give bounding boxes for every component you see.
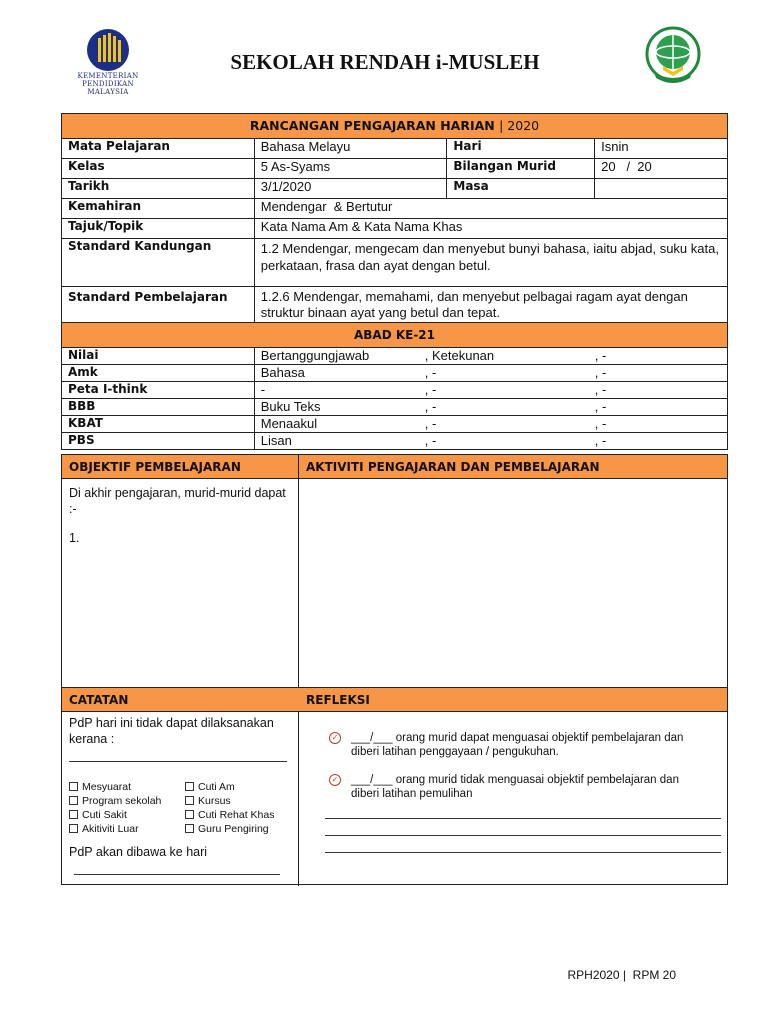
refleksi-item-2 [329,773,689,801]
pbs-value-3: , - [594,433,607,448]
option-cuti-am[interactable] [185,780,274,794]
kbat-values [254,416,727,433]
bbb-label: BBB [62,399,255,416]
bbb-value-1: Buku Teks [260,399,321,414]
plan-heading-title: RANCANGAN PENGAJARAN HARIAN [249,118,495,133]
school-logo [638,22,708,92]
kpm-logo [68,28,148,98]
option-kursus[interactable] [185,794,274,808]
kpm-emblem-icon [84,28,132,72]
option-cuti-am-label: Cuti Am [198,781,235,793]
amk-value-2: , - [424,365,437,380]
catatan-line-2 [74,874,280,875]
kpm-logo-line-1: KEMENTERIAN [77,72,139,80]
nilai-value-1: Bertanggungjawab [260,348,370,363]
refleksi-line-3 [325,852,721,853]
checkbox-icon [69,810,78,819]
aktiviti-content[interactable] [299,479,727,687]
check-circle-icon: ✓ [329,774,341,786]
kbat-label: KBAT [62,416,255,433]
objektif-heading: OBJEKTIF PEMBELAJARAN [62,455,299,479]
refleksi-item-1-text: ___/___ orang murid dapat menguasai objektif pembelajaran dan diberi latihan penggayaan / pengukuhan. [351,732,684,758]
refleksi-line-1 [325,818,721,819]
kelas-value: 5 As-Syams [254,159,447,179]
masa-value [595,179,728,199]
checkbox-icon [185,796,194,805]
peta-ithink-label: Peta I-think [62,382,255,399]
amk-values [254,365,727,382]
mata-pelajaran-label: Mata Pelajaran [62,139,255,159]
amk-label: Amk [62,365,255,382]
option-aktiviti-luar-label: Akitiviti Luar [82,823,139,835]
checkbox-icon [69,824,78,833]
plan-heading-year: | 2020 [499,118,540,133]
bbb-values [254,399,727,416]
kelas-label: Kelas [62,159,255,179]
nilai-label: Nilai [62,348,255,365]
pbs-label: PBS [62,433,255,450]
aktiviti-heading: AKTIVITI PENGAJARAN DAN PEMBELAJARAN [299,455,727,479]
tajuk-label: Tajuk/Topik [62,219,255,239]
checkbox-icon [185,824,194,833]
standard-kandungan-label: Standard Kandungan [62,239,255,287]
option-cuti-sakit[interactable] [69,808,161,822]
option-guru-pengiring-label: Guru Pengiring [198,823,269,835]
refleksi-heading: REFLEKSI [299,688,727,712]
catatan-dibawa: PdP akan dibawa ke hari [69,845,208,859]
option-mesyuarat-label: Mesyuarat [82,781,132,793]
nilai-value-3: , - [594,348,607,363]
kemahiran-label: Kemahiran [62,199,255,219]
kbat-value-1: Menaakul [260,416,318,431]
tarikh-label: Tarikh [62,179,255,199]
catatan-line-1 [69,761,287,762]
catatan-options-left [69,780,161,836]
peta-ithink-value-2: , - [424,382,437,397]
lesson-sections [61,454,728,885]
pbs-value-2: , - [424,433,437,448]
checkbox-icon [69,782,78,791]
bbb-value-2: , - [424,399,437,414]
refleksi-item-1 [329,731,689,759]
kpm-logo-line-3: MALAYSIA [87,88,129,96]
pbs-values [254,433,727,450]
standard-pembelajaran-label: Standard Pembelajaran [62,287,255,323]
masa-label: Masa [447,179,595,199]
option-aktiviti-luar[interactable] [69,822,161,836]
peta-ithink-value-1: - [260,382,266,397]
amk-value-3: , - [594,365,607,380]
standard-kandungan-value: 1.2 Mendengar, mengecam dan menyebut bunyi bahasa, iaitu abjad, suku kata, perkataan, frasa dan ayat dengan betul. [254,239,727,287]
option-mesyuarat[interactable] [69,780,161,794]
page-footer: RPH2020 | RPM 20 [567,968,676,982]
pbs-value-1: Lisan [260,433,292,448]
checkbox-icon [69,796,78,805]
objektif-item-1: 1. [69,531,80,545]
option-guru-pengiring[interactable] [185,822,274,836]
option-cuti-rehat-khas-label: Cuti Rehat Khas [198,809,275,821]
option-cuti-sakit-label: Cuti Sakit [82,809,127,821]
checkbox-icon [185,810,194,819]
standard-pembelajaran-value: 1.2.6 Mendengar, memahami, dan menyebut pelbagai ragam ayat dengan struktur binaan ayat yang betul dan tepat. [254,287,727,323]
nilai-values [254,348,727,365]
catatan-text: PdP hari ini tidak dapat dilaksanakan kerana : [69,716,274,746]
kbat-value-2: , - [424,416,437,431]
bilangan-murid-value: 20 / 20 [595,159,728,179]
check-circle-icon: ✓ [329,732,341,744]
hari-label: Hari [447,139,595,159]
kpm-logo-line-2: PENDIDIKAN [82,80,134,88]
school-crest-icon [638,22,708,92]
abad-heading: ABAD KE-21 [62,323,728,348]
tajuk-value: Kata Nama Am & Kata Nama Khas [254,219,727,239]
bilangan-murid-label: Bilangan Murid [447,159,595,179]
kemahiran-value: Mendengar & Bertutur [254,199,727,219]
tarikh-value: 3/1/2020 [254,179,447,199]
checkbox-icon [185,782,194,791]
option-kursus-label: Kursus [198,795,231,807]
nilai-value-2: , Ketekunan [424,348,495,363]
peta-ithink-value-3: , - [594,382,607,397]
hari-value: Isnin [595,139,728,159]
bbb-value-3: , - [594,399,607,414]
mata-pelajaran-value: Bahasa Melayu [254,139,447,159]
option-program-sekolah[interactable] [69,794,161,808]
kbat-value-3: , - [594,416,607,431]
catatan-heading: CATATAN [62,688,299,712]
peta-ithink-values [254,382,727,399]
school-title: SEKOLAH RENDAH i-MUSLEH [230,50,540,74]
plan-heading [62,114,728,139]
option-cuti-rehat-khas[interactable] [185,808,274,822]
catatan-options-right [185,780,274,836]
amk-value-1: Bahasa [260,365,305,380]
objektif-intro: Di akhir pengajaran, murid-murid dapat :- [69,486,286,516]
refleksi-item-2-text: ___/___ orang murid tidak menguasai objektif pembelajaran dan diberi latihan pemulihan [351,774,679,800]
plan-table [61,113,728,450]
refleksi-line-2 [325,835,721,836]
option-program-sekolah-label: Program sekolah [82,795,162,807]
